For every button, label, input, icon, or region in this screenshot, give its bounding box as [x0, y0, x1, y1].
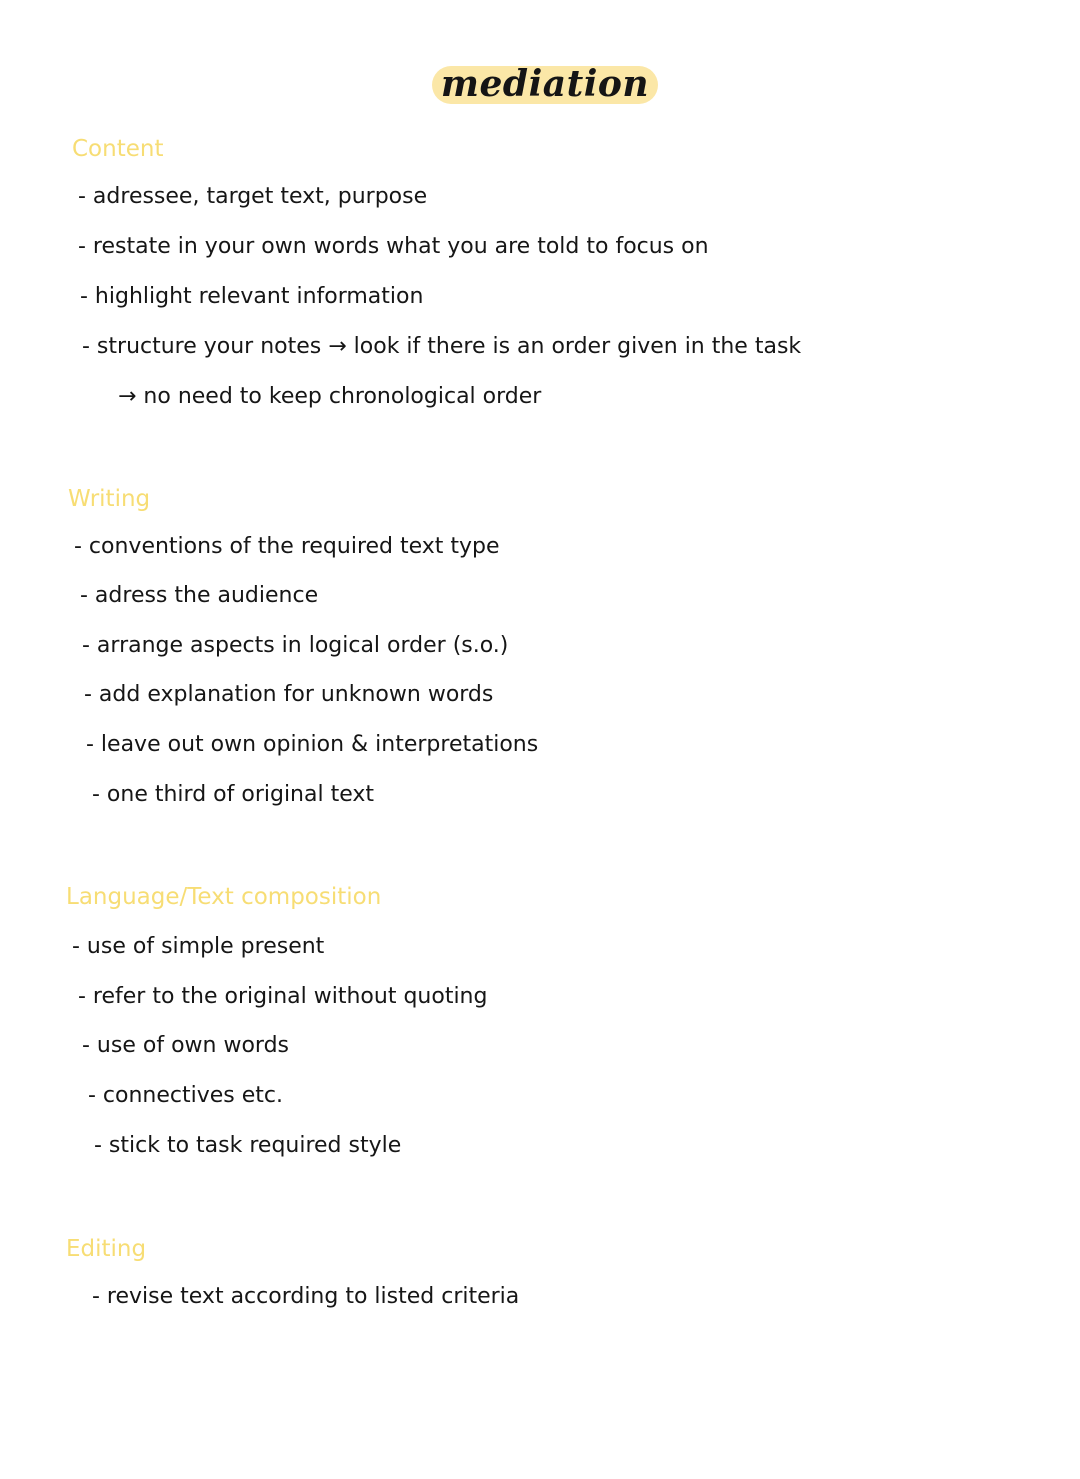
list-item: - structure your notes → look if there is an order given in the task [82, 334, 802, 359]
list-item: - add explanation for unknown words [84, 682, 494, 707]
page-title: mediation [440, 63, 650, 105]
title [432, 62, 658, 108]
section-heading-editing: Editing [66, 1236, 147, 1262]
list-item: - stick to task required style [94, 1133, 402, 1158]
list-item: - revise text according to listed criteria [92, 1284, 520, 1309]
list-item: - use of simple present [72, 934, 325, 959]
list-item: - conventions of the required text type [74, 534, 500, 559]
section-heading-content: Content [72, 136, 164, 162]
list-item: - refer to the original without quoting [78, 984, 488, 1009]
list-item: - arrange aspects in logical order (s.o.) [82, 633, 509, 658]
list-item: - connectives etc. [88, 1083, 284, 1108]
list-item: - restate in your own words what you are told to focus on [78, 234, 709, 259]
list-item: - leave out own opinion & interpretations [86, 732, 539, 757]
section-heading-language: Language/Text composition [66, 884, 382, 910]
list-item: - adress the audience [80, 583, 319, 608]
section-heading-writing: Writing [68, 486, 151, 512]
list-item: - one third of original text [92, 782, 375, 807]
list-item: → no need to keep chronological order [118, 384, 542, 409]
list-item: - adressee, target text, purpose [78, 184, 428, 209]
list-item: - highlight relevant information [80, 284, 424, 309]
list-item: - use of own words [82, 1033, 289, 1058]
